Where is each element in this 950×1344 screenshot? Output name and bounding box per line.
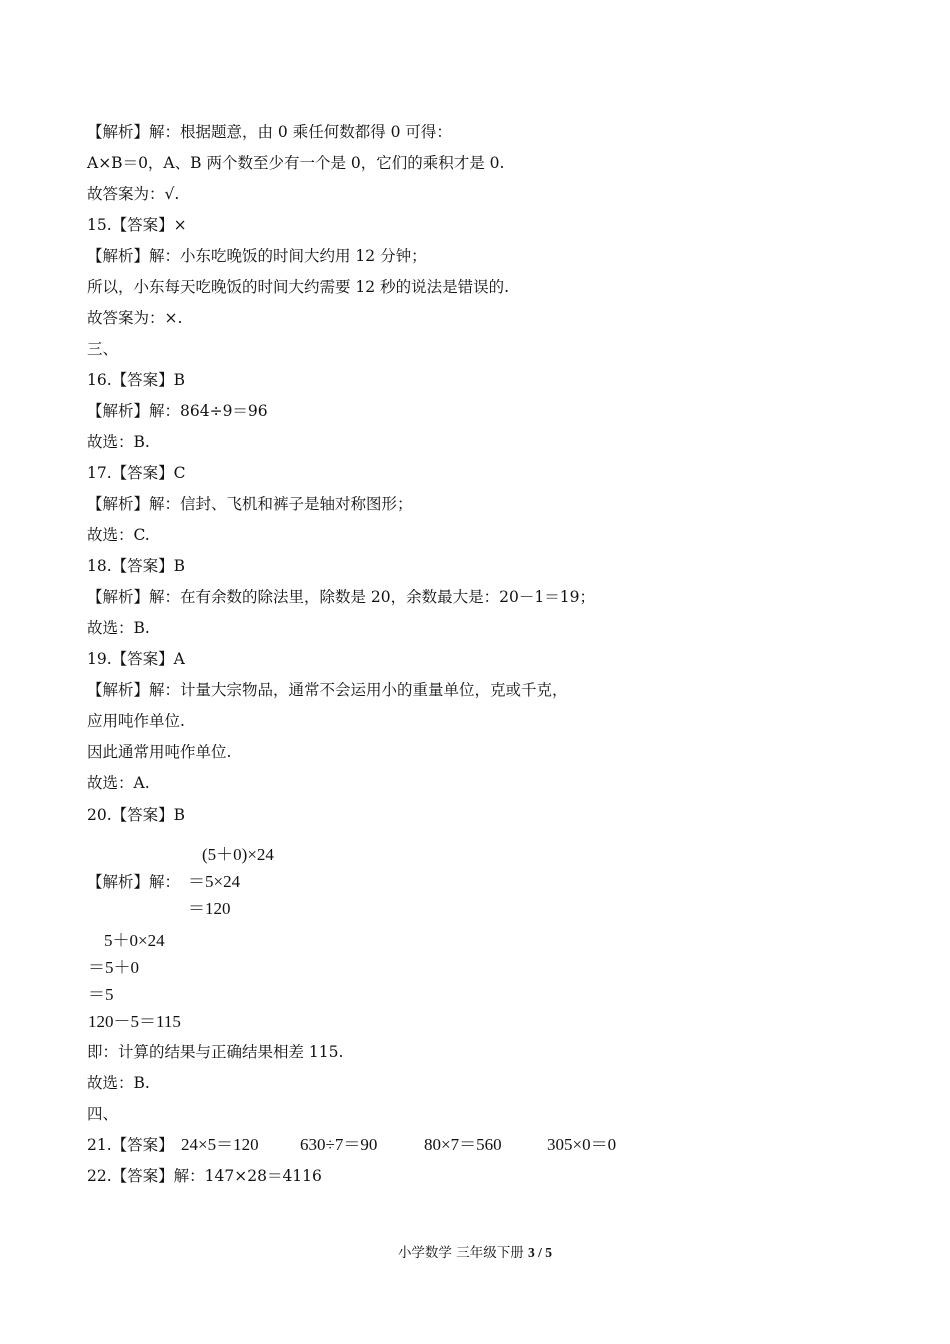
analysis-19-line3: 因此通常用吨作单位. [87, 743, 232, 761]
answer-16: 16.【答案】B [87, 371, 186, 389]
calc-a-step1: (5＋0)×24 [202, 845, 274, 864]
choice-18: 故选：B. [87, 619, 150, 637]
answer-21-eq2: 630÷7＝90 [300, 1135, 378, 1154]
answer-22: 22.【答案】解：147×28＝4116 [87, 1167, 322, 1185]
choice-20: 故选：B. [87, 1074, 150, 1092]
analysis-20-label: 【解析】解： [87, 873, 181, 891]
calc-c: 120－5＝115 [88, 1012, 181, 1031]
analysis-15-line2: 所以，小东每天吃晚饭的时间大约需要 12 秒的说法是错误的. [87, 278, 510, 296]
page-footer [0, 1244, 950, 1262]
footer-page-number: 3 / 5 [528, 1245, 553, 1260]
answer-15-result: 故答案为：×. [87, 309, 183, 327]
footer-subject: 小学数学 三年级下册 [397, 1245, 524, 1261]
analysis-19-line2: 应用吨作单位. [87, 712, 185, 730]
answer-14-result: 故答案为：√. [87, 185, 180, 203]
answer-21-eq1: 24×5＝120 [181, 1135, 259, 1154]
section-4-heading: 四、 [87, 1105, 119, 1123]
answer-18: 18.【答案】B [87, 557, 186, 575]
answer-21-eq3: 80×7＝560 [424, 1135, 502, 1154]
answer-21-eq4: 305×0＝0 [547, 1135, 617, 1154]
choice-19: 故选：A. [87, 774, 150, 792]
answer-21-label: 21.【答案】 [87, 1136, 174, 1154]
calc-b-step1: 5＋0×24 [104, 931, 165, 950]
calc-a-step2: ＝5×24 [188, 872, 241, 891]
calc-b-step2: ＝5＋0 [88, 958, 139, 977]
choice-16: 故选：B. [87, 433, 150, 451]
answer-20: 20.【答案】B [87, 806, 186, 824]
calc-a-step3: ＝120 [188, 899, 231, 918]
analysis-20-conclusion: 即：计算的结果与正确结果相差 115. [87, 1043, 344, 1061]
analysis-14-line2: A×B＝0，A、B 两个数至少有一个是 0，它们的乘积才是 0. [87, 154, 505, 172]
answer-19: 19.【答案】A [87, 650, 185, 668]
analysis-18: 【解析】解：在有余数的除法里，除数是 20，余数最大是：20－1＝19； [87, 588, 595, 606]
answer-15: 15.【答案】× [87, 216, 187, 234]
calc-b-step3: ＝5 [88, 985, 114, 1004]
analysis-19-line1: 【解析】解：计量大宗物品，通常不会运用小的重量单位，克或千克， [87, 681, 568, 699]
analysis-17: 【解析】解：信封、飞机和裤子是轴对称图形； [87, 495, 413, 513]
analysis-16: 【解析】解：864÷9＝96 [87, 402, 268, 420]
analysis-14-line1: 【解析】解：根据题意，由 0 乘任何数都得 0 可得： [87, 123, 452, 141]
choice-17: 故选：C. [87, 526, 150, 544]
section-3-heading: 三、 [87, 340, 119, 358]
answer-17: 17.【答案】C [87, 464, 186, 482]
analysis-15-line1: 【解析】解：小东吃晚饭的时间大约用 12 分钟； [87, 247, 427, 265]
